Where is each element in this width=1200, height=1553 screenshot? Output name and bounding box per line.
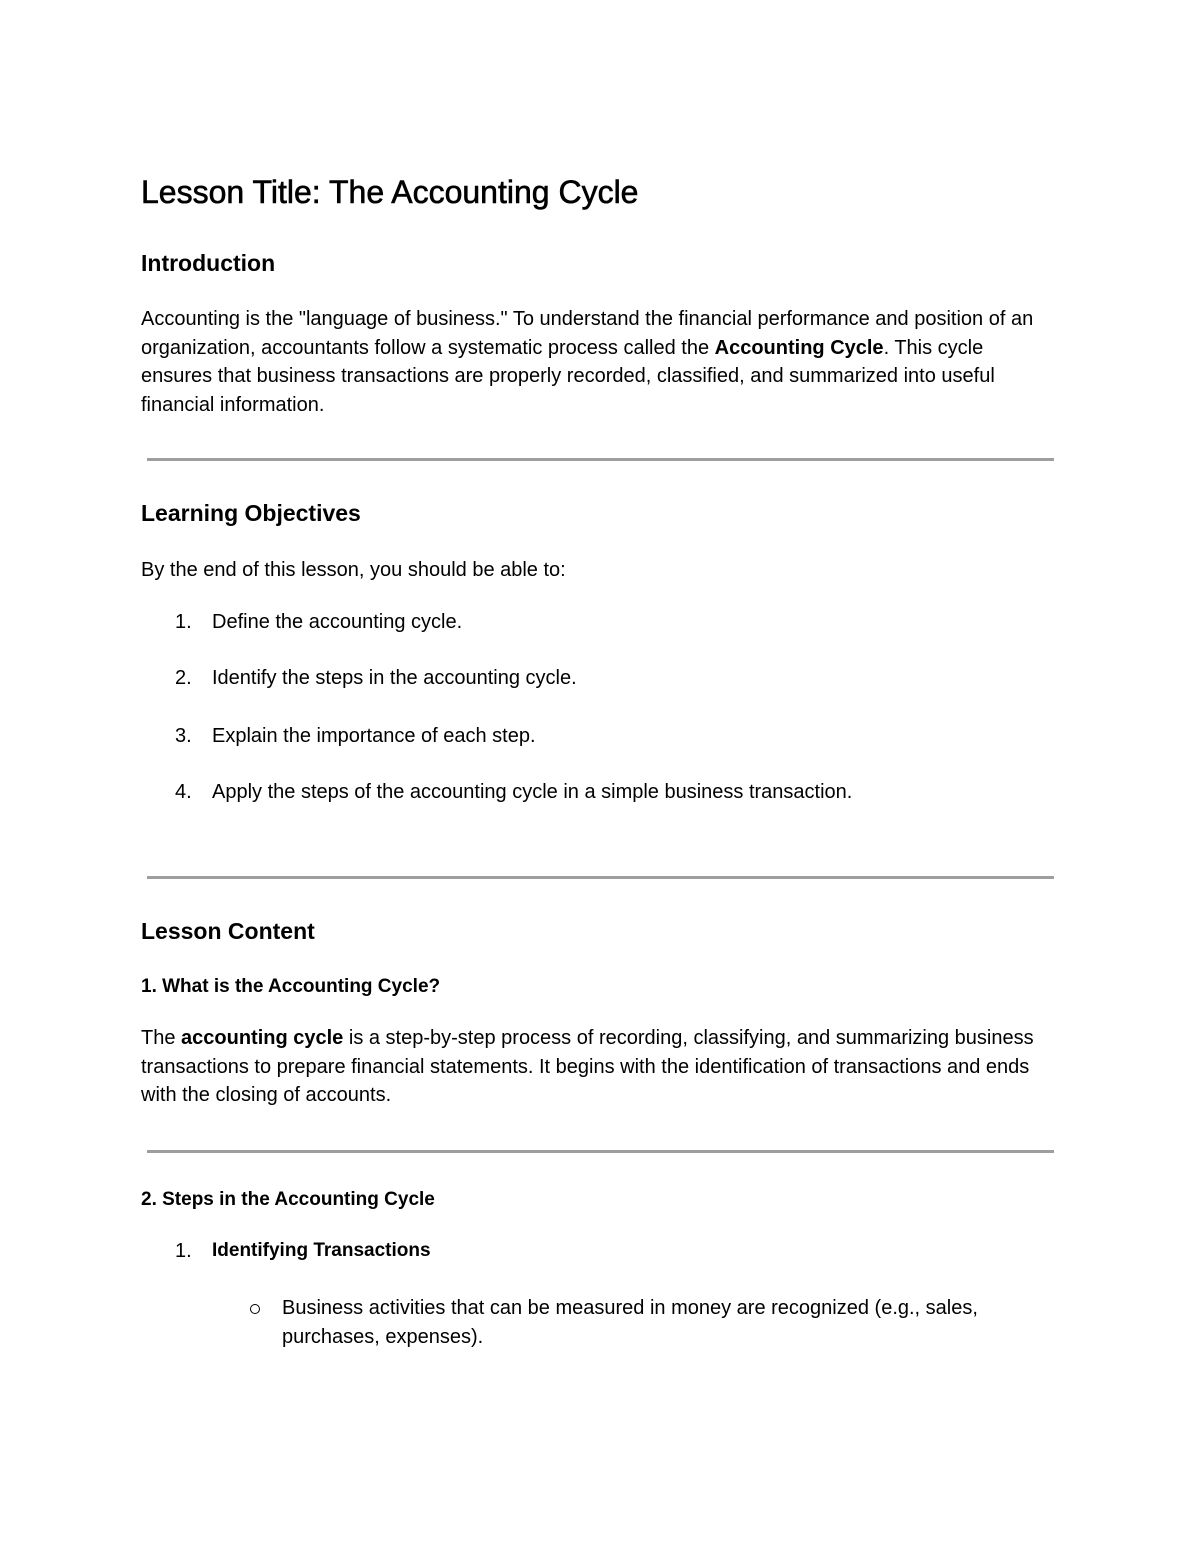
objective-text: Apply the steps of the accounting cycle in a simple business transaction.: [212, 781, 853, 803]
objective-number: 2.: [175, 667, 192, 689]
section-1-bold-term: accounting cycle: [181, 1027, 344, 1049]
hollow-bullet-icon: [250, 1304, 260, 1314]
introduction-text-end: . This cycle ensures that business transactions are properly recorded, classified, and summarized into useful financial information.: [141, 336, 995, 416]
introduction-bold-term: Accounting Cycle: [714, 336, 884, 359]
learning-objectives-heading: Learning Objectives: [141, 500, 361, 526]
section-1-heading: 1. What is the Accounting Cycle?: [141, 976, 441, 997]
objective-text: Identify the steps in the accounting cycle.: [212, 667, 577, 689]
introduction-paragraph: [141, 305, 1059, 419]
objective-number: 4.: [175, 781, 192, 803]
step-item: [175, 1237, 1025, 1265]
section-1-text-end: is a step-by-step process of recording, classifying, and summarizing business transactions to prepare financial statements. It begins with the identification of transactions and ends with the closing of accounts.: [141, 1027, 1034, 1106]
introduction-heading: Introduction: [141, 250, 276, 276]
section-1-text-start: The: [141, 1027, 182, 1049]
objective-item: [175, 722, 1025, 750]
objective-number: 3.: [175, 725, 192, 747]
objective-text: Define the accounting cycle.: [212, 611, 463, 633]
divider: [147, 876, 1054, 879]
introduction-text-start: Accounting is the "language of business." To understand the financial performance and position of an organization, accountants follow a systematic process called the: [141, 308, 1034, 359]
section-2-heading: 2. Steps in the Accounting Cycle: [141, 1189, 435, 1210]
objective-item: [175, 608, 1025, 636]
lesson-content-heading: Lesson Content: [141, 918, 315, 944]
objectives-lead: By the end of this lesson, you should be able to:: [141, 559, 566, 581]
divider: [147, 458, 1054, 461]
divider: [147, 1150, 1054, 1153]
step-bullet-text: Business activities that can be measured in money are recognized (e.g., sales, purchases, expenses).: [282, 1297, 978, 1348]
step-number: 1.: [175, 1240, 192, 1262]
objective-text: Explain the importance of each step.: [212, 725, 536, 747]
objective-item: [175, 664, 1025, 692]
objective-number: 1.: [175, 611, 192, 633]
lesson-title: Lesson Title: The Accounting Cycle: [141, 174, 639, 210]
section-1-paragraph: [141, 1024, 1059, 1110]
objective-item: [175, 778, 1025, 806]
step-title: Identifying Transactions: [212, 1240, 431, 1261]
